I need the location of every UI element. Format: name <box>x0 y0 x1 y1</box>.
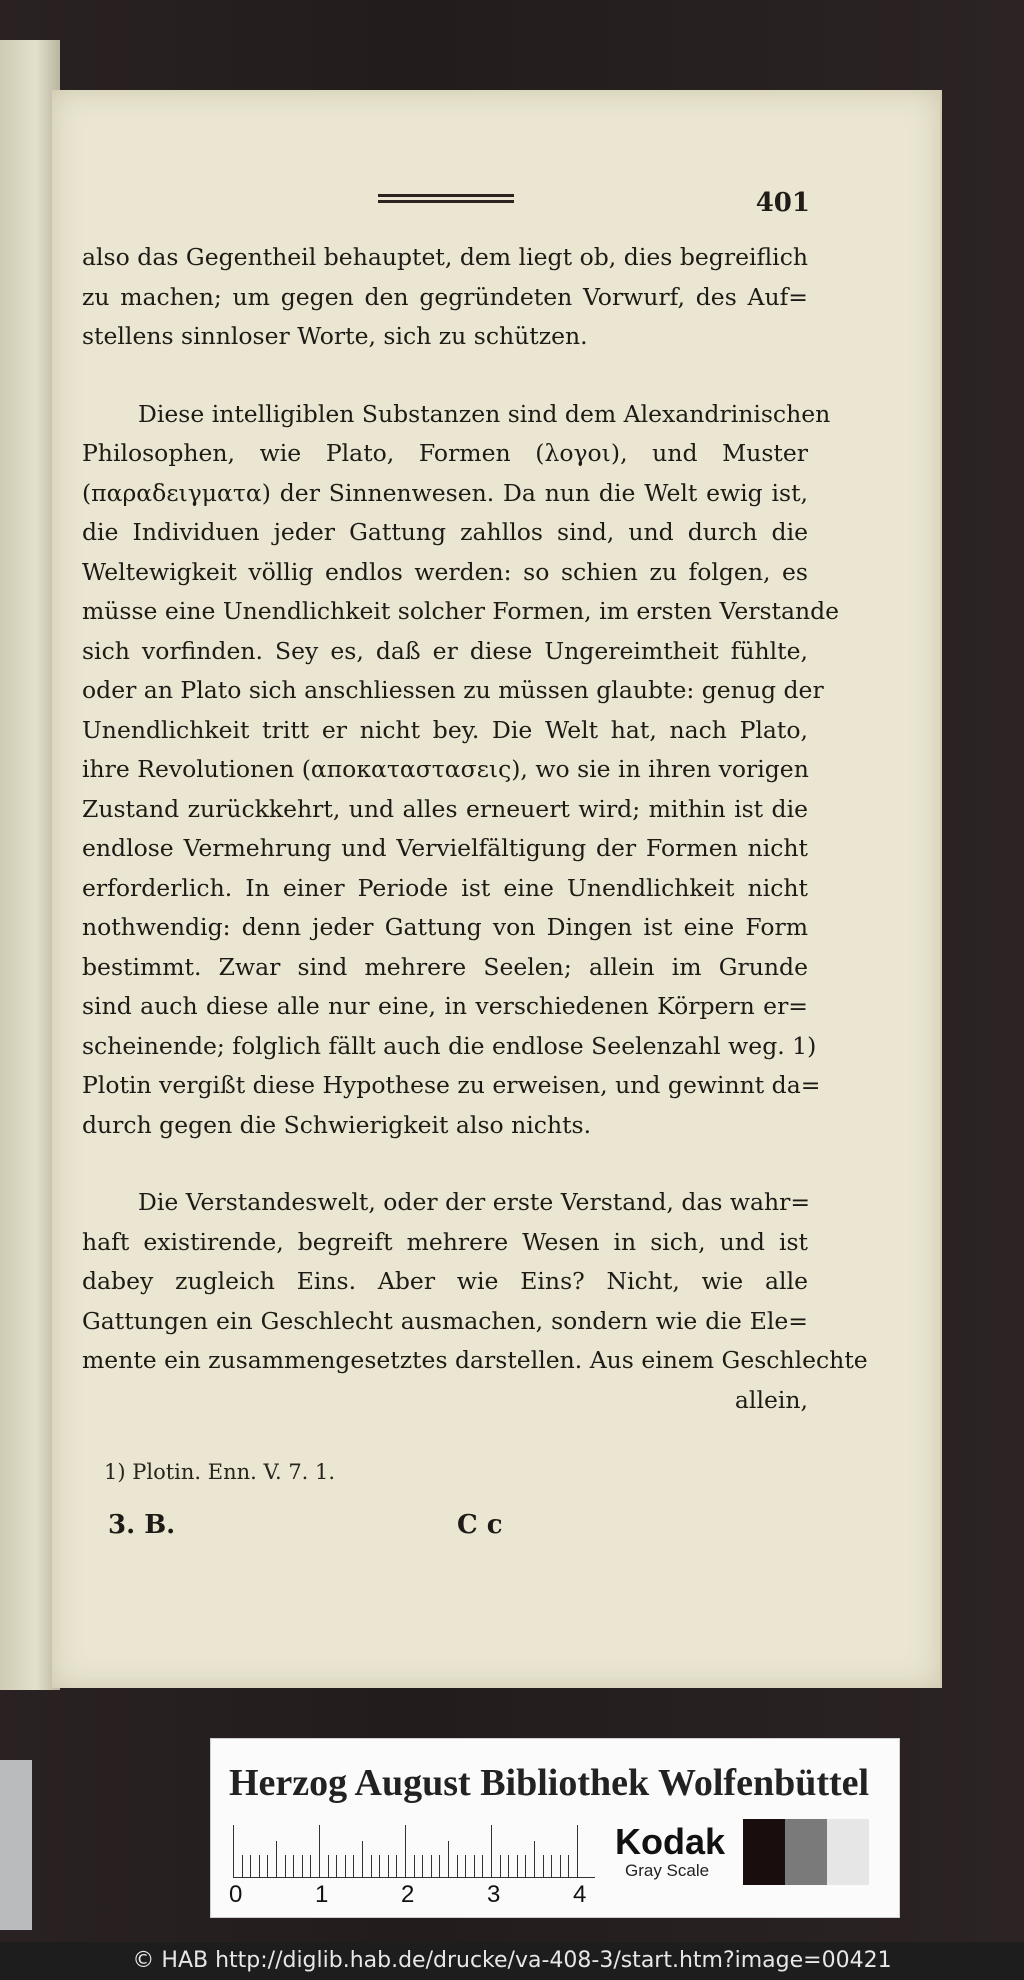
library-name: Herzog August Bibliothek Wolfenbüttel <box>229 1762 870 1804</box>
ruler-tick <box>233 1825 234 1877</box>
copyright-footer: © HAB http://diglib.hab.de/drucke/va-408-3/start.htm?image=00421 <box>0 1942 1024 1980</box>
scale-ruler <box>233 1825 595 1878</box>
signature-letters: C c <box>457 1510 503 1540</box>
ruler-tick <box>250 1855 251 1877</box>
catchword: allein, <box>734 1385 808 1414</box>
ruler-tick <box>388 1855 389 1877</box>
text-line: Die Verstandeswelt, oder der erste Verstand, das wahr= <box>138 1188 811 1216</box>
text-line: (παραδειγματα) der Sinnenwesen. Da nun die Welt ewig ist, <box>82 478 808 507</box>
body-text <box>82 238 868 1420</box>
paragraph-2 <box>82 395 840 1146</box>
text-line: sind auch diese alle nur eine, in verschiedenen Körpern er= <box>82 992 808 1020</box>
ruler-number: 0 <box>229 1881 243 1908</box>
ruler-tick <box>422 1855 423 1877</box>
ruler-tick <box>302 1855 303 1877</box>
ruler-tick <box>457 1855 458 1877</box>
ruler-tick <box>293 1855 294 1877</box>
text-line: erforderlich. In einer Periode ist eine Unendlichkeit nicht <box>82 873 808 902</box>
ruler-tick <box>577 1825 578 1877</box>
text-line: Unendlichkeit tritt er nicht bey. Die Welt hat, nach Plato, <box>82 715 808 744</box>
ruler-tick <box>336 1855 337 1877</box>
ruler-tick <box>525 1855 526 1877</box>
ruler-tick <box>500 1855 501 1877</box>
text-line: Plotin vergißt diese Hypothese zu erweisen, und gewinnt da= <box>82 1071 821 1099</box>
paragraph-1 <box>82 238 808 357</box>
text-line: mente ein zusammengesetztes darstellen. Aus einem Geschlechte <box>82 1346 868 1374</box>
ruler-tick <box>543 1855 544 1877</box>
ruler-number: 4 <box>573 1881 587 1908</box>
gray-swatch-light <box>827 1819 869 1885</box>
kodak-logo: Kodak <box>615 1821 726 1862</box>
ruler-tick <box>414 1855 415 1877</box>
ruler-tick <box>276 1841 277 1877</box>
text-line: Gattungen ein Geschlecht ausmachen, sondern wie die Ele= <box>82 1306 808 1335</box>
text-line: haft existirende, begreift mehrere Wesen in sich, und ist <box>82 1227 808 1256</box>
ruler-tick <box>508 1855 509 1877</box>
ruler-tick <box>379 1855 380 1877</box>
ruler-tick <box>267 1855 268 1877</box>
ruler-tick <box>465 1855 466 1877</box>
book-page <box>52 90 942 1688</box>
ruler-tick <box>482 1855 483 1877</box>
ruler-tick <box>534 1841 535 1877</box>
ruler-number: 3 <box>487 1881 501 1908</box>
text-line: Zustand zurückkehrt, und alles erneuert wird; mithin ist die <box>82 794 808 823</box>
text-line: sich vorfinden. Sey es, daß er diese Ungereimtheit fühlte, <box>82 636 808 665</box>
ruler-tick <box>362 1841 363 1877</box>
text-line: zu machen; um gegen den gegründeten Vorwurf, des Auf= <box>82 282 808 311</box>
ruler-tick <box>371 1855 372 1877</box>
left-gray-strip <box>0 1760 32 1930</box>
text-line: müsse eine Unendlichkeit solcher Formen, im ersten Verstande <box>82 597 840 625</box>
ruler-tick <box>439 1855 440 1877</box>
text-line: oder an Plato sich anschliessen zu müssen glaubte: genug der <box>82 676 824 704</box>
ruler-tick <box>259 1855 260 1877</box>
gray-scale-label: Gray Scale <box>625 1861 710 1880</box>
text-line: Philosophen, wie Plato, Formen (λογοι), und Muster <box>82 439 808 467</box>
ruler-number: 2 <box>401 1881 415 1908</box>
text-line: nothwendig: denn jeder Gattung von Dingen ist eine Form <box>82 913 808 941</box>
text-line: durch gegen die Schwierigkeit also nichts. <box>82 1110 592 1139</box>
text-line: scheinende; folglich fällt auch die endlose Seelenzahl weg. 1) <box>82 1031 817 1060</box>
header-rule-ornament <box>378 194 514 204</box>
signature-mark: 3. B. <box>108 1510 176 1540</box>
ruler-tick <box>285 1855 286 1877</box>
ruler-tick <box>310 1855 311 1877</box>
text-line: endlose Vermehrung und Vervielfältigung der Formen nicht <box>82 834 808 862</box>
ruler-tick <box>517 1855 518 1877</box>
ruler-tick <box>448 1841 449 1877</box>
ruler-tick <box>568 1855 569 1877</box>
ruler-tick <box>491 1825 492 1877</box>
library-color-card <box>210 1738 900 1918</box>
page-number: 401 <box>755 188 810 218</box>
text-line: Weltewigkeit völlig endlos werden: so schien zu folgen, es <box>82 557 808 586</box>
ruler-tick <box>560 1855 561 1877</box>
text-line: dabey zugleich Eins. Aber wie Eins? Nicht, wie alle <box>82 1267 808 1295</box>
footnote: 1) Plotin. Enn. V. 7. 1. <box>104 1460 336 1484</box>
text-line: ihre Revolutionen (αποκαταστασεις), wo sie in ihren vorigen <box>82 755 809 783</box>
ruler-tick <box>319 1825 320 1877</box>
text-line: Diese intelligiblen Substanzen sind dem Alexandrinischen <box>138 399 831 428</box>
gray-swatch-dark <box>743 1819 785 1885</box>
ruler-tick <box>474 1855 475 1877</box>
text-line: stellens sinnloser Worte, sich zu schützen. <box>82 322 588 350</box>
text-line: bestimmt. Zwar sind mehrere Seelen; allein im Grunde <box>82 952 808 981</box>
left-facing-page-edge <box>0 40 60 1690</box>
text-line: also das Gegentheil behauptet, dem liegt ob, dies begreiflich <box>82 243 808 271</box>
ruler-tick <box>242 1855 243 1877</box>
ruler-tick <box>345 1855 346 1877</box>
ruler-tick <box>353 1855 354 1877</box>
paragraph-3 <box>82 1183 868 1381</box>
ruler-number: 1 <box>315 1881 329 1908</box>
ruler-tick <box>328 1855 329 1877</box>
ruler-tick <box>405 1825 406 1877</box>
gray-swatch-mid <box>785 1819 827 1885</box>
ruler-tick <box>396 1855 397 1877</box>
text-line: die Individuen jeder Gattung zahllos sind, und durch die <box>82 518 808 546</box>
ruler-tick <box>431 1855 432 1877</box>
ruler-tick <box>551 1855 552 1877</box>
